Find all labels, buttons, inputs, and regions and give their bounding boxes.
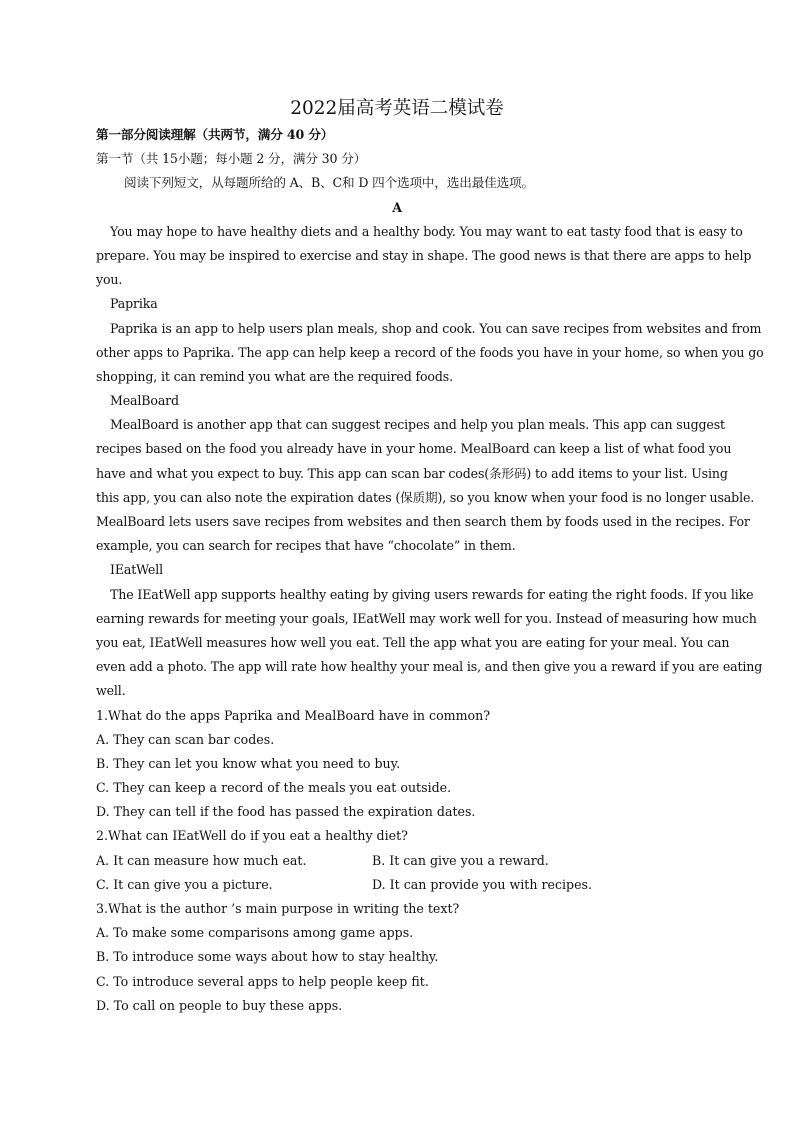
passage-line: shopping, it can remind you what are the required foods. <box>96 368 453 384</box>
answer-option[interactable]: C. To introduce several apps to help people keep fit. <box>96 973 429 989</box>
passage-line: MealBoard is another app that can suggest recipes and help you plan meals. This app can suggest <box>110 417 725 433</box>
app-section-paprika <box>96 292 764 389</box>
answer-option[interactable]: D. To call on people to buy these apps. <box>96 997 343 1013</box>
passage-line: Paprika is an app to help users plan meals, shop and cook. You can save recipes from websites and from <box>110 320 762 336</box>
passage-label: A <box>392 199 402 215</box>
question-3 <box>96 897 698 1018</box>
passage-line: You may hope to have healthy diets and a healthy body. You may want to eat tasty food that is easy to <box>110 223 743 239</box>
answer-option[interactable]: D. They can tell if the food has passed the expiration dates. <box>96 804 476 820</box>
exam-page <box>96 97 764 1018</box>
passage-line: earning rewards for meeting your goals, IEatWell may work well for you. Instead of measuring how much <box>96 610 757 626</box>
passage-line: prepare. You may be inspired to exercise and stay in shape. The good news is that there are apps to help <box>96 247 752 263</box>
passage-line: well. <box>96 683 126 699</box>
passage-line: have and what you expect to buy. This app can scan bar codes(条形码) to add items to your list. Using <box>96 465 728 481</box>
passage-line: you. <box>96 272 123 288</box>
answer-option[interactable]: A. They can scan bar codes. <box>96 731 275 747</box>
passage-line: even add a photo. The app will rate how healthy your meal is, and then give you a reward if you are eating <box>96 659 763 675</box>
question-2 <box>96 824 698 897</box>
app-name: Paprika <box>110 296 158 312</box>
answer-option[interactable]: B. It can give you a reward. <box>372 852 549 868</box>
answer-option[interactable]: B. To introduce some ways about how to stay healthy. <box>96 949 439 965</box>
question-stem: 1.What do the apps Paprika and MealBoard have in common? <box>96 707 490 723</box>
part-heading: 第一部分阅读理解（共两节，满分 40 分） <box>96 127 334 142</box>
answer-option[interactable]: A. To make some comparisons among game apps. <box>96 925 414 941</box>
answer-option[interactable]: C. It can give you a picture. <box>96 876 273 892</box>
app-section-ieatwell <box>96 558 763 703</box>
question-1 <box>96 704 698 825</box>
answer-option[interactable]: B. They can let you know what you need to buy. <box>96 755 401 771</box>
option-row <box>96 849 698 873</box>
answer-option[interactable]: A. It can measure how much eat. <box>96 852 307 868</box>
question-stem: 2.What can IEatWell do if you eat a healthy diet? <box>96 828 408 844</box>
page-title: 2022届高考英语二模试卷 <box>290 98 504 119</box>
passage-line: The IEatWell app supports healthy eating by giving users rewards for eating the right foods. If you like <box>110 586 754 602</box>
app-name: MealBoard <box>110 393 179 409</box>
passage-line: this app, you can also note the expiration dates (保质期), so you know when your food is no longer usable. <box>96 489 755 505</box>
answer-option[interactable]: C. They can keep a record of the meals you eat outside. <box>96 780 452 796</box>
option-row <box>96 873 698 897</box>
passage-line: other apps to Paprika. The app can help keep a record of the foods you have in your home, so when you go <box>96 344 764 360</box>
section-heading: 第一节（共 15小题；每小题 2 分，满分 30 分） <box>96 151 367 167</box>
answer-option[interactable]: D. It can provide you with recipes. <box>372 876 593 892</box>
app-name: IEatWell <box>110 562 163 578</box>
passage-line: MealBoard lets users save recipes from websites and then search them by foods used in the recipes. For <box>96 514 750 529</box>
passage-line: example, you can search for recipes that have “chocolate” in them. <box>96 538 516 554</box>
passage-line: you eat, IEatWell measures how well you eat. Tell the app what you are eating for your meal. You can <box>96 634 730 650</box>
app-section-mealboard <box>96 389 755 558</box>
question-stem: 3.What is the author ’s main purpose in writing the text? <box>96 901 460 916</box>
passage-line: recipes based on the food you already have in your home. MealBoard can keep a list of what food you <box>96 441 732 457</box>
instruction-text: 阅读下列短文，从每题所给的 A、B、C和 D 四个选项中，选出最佳选项。 <box>124 175 534 191</box>
passage-intro <box>96 220 752 293</box>
